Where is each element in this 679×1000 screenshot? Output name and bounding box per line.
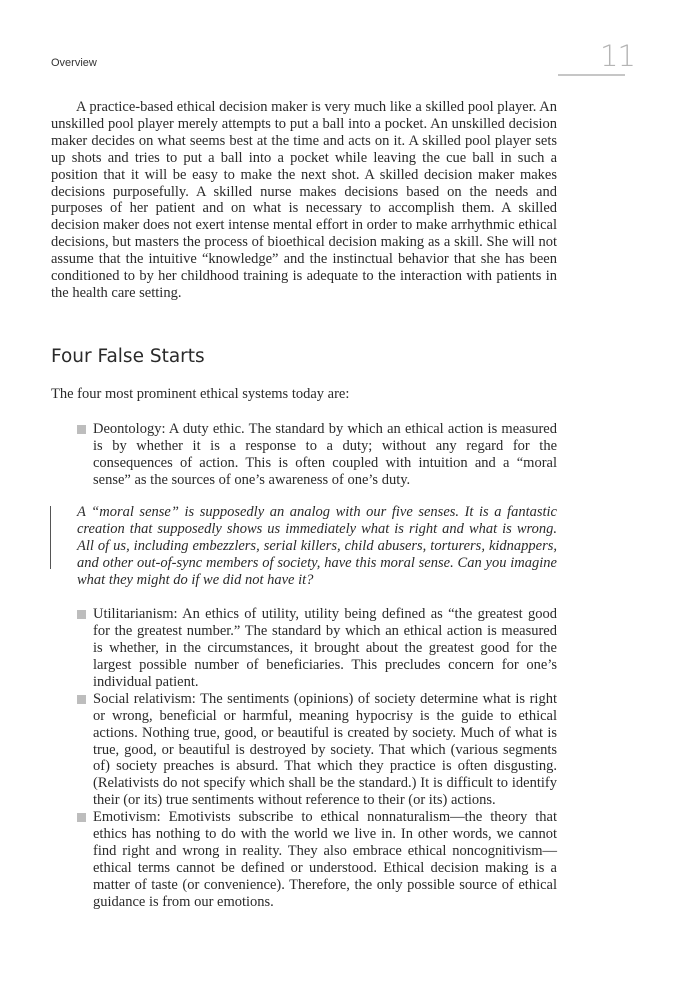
list-item-text: Utilitarianism: An ethics of utility, utility being defined as “the greatest good for the greatest number.” The standard by which an ethical action is measured is whether, in the circumstances, it brought about the greatest good for the largest possible number of beneficiaries. This precludes concern for one’s individual patient. <box>93 606 557 690</box>
callout-rule <box>50 506 51 569</box>
list-item <box>0 809 557 910</box>
page-number: 11 <box>600 39 635 73</box>
square-bullet-icon <box>77 695 86 704</box>
square-bullet-icon <box>77 813 86 822</box>
running-head: Overview <box>51 57 97 69</box>
header-rule <box>558 74 625 76</box>
ethical-systems-list-continued <box>0 606 557 911</box>
callout-quote: A “moral sense” is supposedly an analog with our five senses. It is a fantastic creation that supposedly shows us immediately what is right and what is wrong. All of us, including embezzlers, serial killers, child abusers, torturers, kidnappers, and other out-of-sync members of society, have this moral sense. Can you imagine what they might do if we did not have it? <box>77 504 557 588</box>
section-intro: The four most prominent ethical systems today are: <box>51 386 350 402</box>
body-paragraph: A practice-based ethical decision maker is very much like a skilled pool player. An unskilled pool player merely attempts to put a ball into a pocket. An unskilled decision maker decides on what seems best at the time and acts on it. A skilled pool player sets up shots and tries to put a ball into a pocket while leaving the cue ball in such a position that it will be easy to make the next shot. A skilled decision maker makes decisions purposefully. A skilled nurse makes decisions based on the needs and purposes of her patient and on what is necessary to accomplish them. A skilled decision maker does not exert intense mental effort in order to make arrhythmic ethical decisions, but masters the process of bioethical decision making as a skill. She will not assume that the intuitive “knowledge” and the instinctual behavior that she has been conditioned to by her childhood training is adequate to the interaction with patients in the health care setting. <box>51 99 557 301</box>
list-item-text: Deontology: A duty ethic. The standard by which an ethical action is measured is by whether it is a response to a duty; without any regard for the consequences of action. This is often coupled with intuition and a “moral sense” as the sources of one’s awareness of one’s duty. <box>93 421 557 488</box>
list-item <box>0 421 557 489</box>
square-bullet-icon <box>77 610 86 619</box>
square-bullet-icon <box>77 425 86 434</box>
ethical-systems-list <box>0 421 557 489</box>
list-item <box>0 606 557 691</box>
list-item-text: Emotivism: Emotivists subscribe to ethical nonnaturalism—the theory that ethics has nothing to do with the world we live in. In other words, we cannot find right and wrong in reality. They also embrace ethical noncognitivism—ethical terms cannot be defined or understood. Ethical decision making is a matter of taste (or convenience). Therefore, the only possible source of ethical guidance is from our emotions. <box>93 809 557 910</box>
list-item-text: Social relativism: The sentiments (opinions) of society determine what is right or wrong, beneficial or harmful, meaning hypocrisy is the guide to ethical actions. Nothing true, good, or beautiful is created by society. Much of what is true, good, or beautiful is destroyed by society. That which (various segments of) society preaches is absurd. That which they practice is often disgusting. (Relativists do not specify which shall be the standard.) It is difficult to identify their (or its) true sentiments without reference to their (or its) actions. <box>93 690 557 809</box>
section-heading: Four False Starts <box>51 346 205 367</box>
list-item <box>0 691 557 809</box>
